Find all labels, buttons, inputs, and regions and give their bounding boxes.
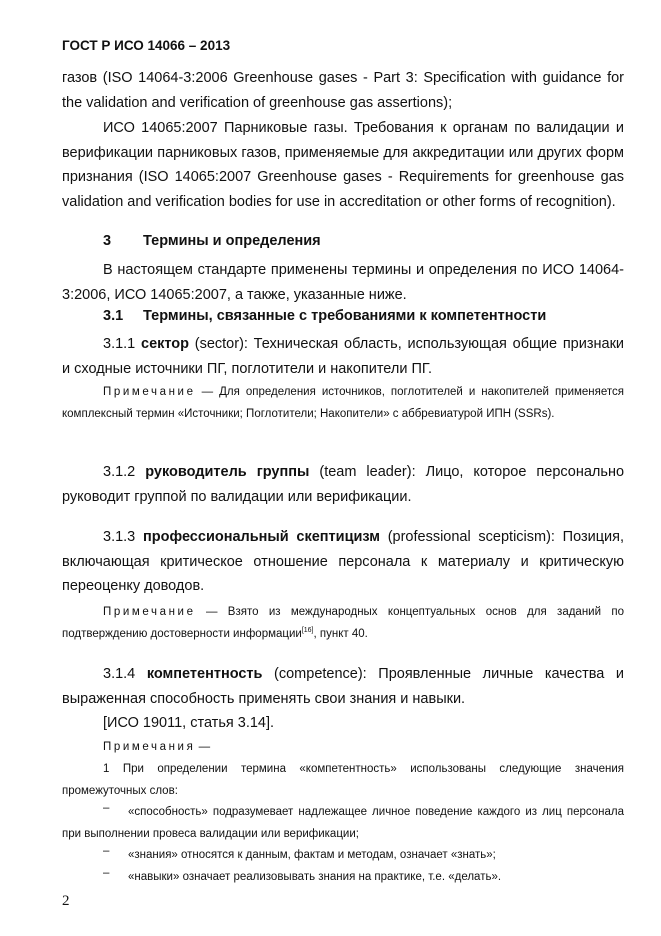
note-3-1-1 (62, 382, 624, 425)
term-name: сектор (141, 336, 190, 352)
term-number: 3.1.1 (103, 336, 136, 352)
bullet-dash: – (103, 802, 110, 814)
term-definition: (competence): Проявленные личные качества и выраженная способность применять свои знания и навыки. (62, 666, 625, 707)
bullet-item-skills: «навыки» означает реализовывать знания на практике, т.е. «делать». (128, 871, 502, 883)
paragraph-terms-intro: В настоящем стандарте применены термины и определения по ИСО 14064-3:2006, ИСО 14065:2007, а также, указанные ниже. (62, 262, 624, 303)
term-definition: (sector): Техническая область, использующая общие признаки и сходные источники ПГ, поглотители и накопители ПГ. (62, 336, 625, 377)
term-3-1-2 (62, 460, 624, 509)
term-3-1-1 (62, 332, 624, 381)
note-label: Примечание (103, 386, 196, 398)
bullet-item-ability: «способность» подразумевает надлежащее личное поведение каждого из лиц персонала при выполнении провеса валидации или верификации; (62, 806, 624, 840)
term-definition: (professional scepticism): Позиция, включающая критическое отношение персонала к материалу и критическую переоценку доводов. (62, 529, 625, 594)
term-3-1-4 (62, 662, 624, 711)
paragraph-iso14065: ИСО 14065:2007 Парниковые газы. Требования к органам по валидации и верификации парниковых газов, применяемые для аккредитации или других форм признания (ISO 14065:2007 Greenhouse gases - Requirements for greenhouse gas validation and verification bodies for use in accreditation or other forms of recognition). (62, 120, 624, 210)
source-reference: [ИСО 19011, статья 3.14]. (103, 715, 275, 731)
term-number: 3.1.4 (103, 666, 136, 682)
note-text: — Для определения источников, поглотителей и накопителей применяется комплексный термин «Источники; Поглотители; Накопители» с аббревиатурой ИПН (SSRs). (62, 386, 624, 420)
term-number: 3.1.2 (103, 464, 136, 480)
term-name: компетентность (146, 666, 263, 682)
section-3-1-number: 3.1 (103, 308, 124, 324)
note-text: — Взято из международных концептуальных основ для заданий по подтверждению достоверности информации (62, 606, 624, 640)
paragraph-iso14064: газов (ISO 14064-3:2006 Greenhouse gases - Part 3: Specification with guidance for the validation and verification of greenhouse gas assertions); (62, 70, 624, 111)
section-3-title: Термины и определения (143, 233, 321, 249)
notes-heading (62, 737, 624, 759)
bullet-dash: – (103, 845, 110, 857)
reference-marker: [16] (301, 626, 314, 634)
term-number: 3.1.3 (103, 529, 136, 545)
term-definition: (team leader): Лицо, которое персонально руководит группой по валидации или верификации. (62, 464, 625, 505)
term-name: руководитель группы (145, 464, 310, 480)
note-text-end: , пункт 40. (313, 627, 368, 640)
note-label: Примечание (103, 606, 196, 618)
page-number: 2 (62, 893, 70, 909)
section-3-1-title: Термины, связанные с требованиями к компетентности (143, 308, 547, 324)
bullet-item-knowledge: «знания» относятся к данным, фактам и методам, означает «знать»; (128, 849, 496, 861)
section-3-number: 3 (103, 233, 112, 249)
notes-label: Примечания (103, 741, 196, 753)
term-name: профессиональный скептицизм (142, 529, 380, 545)
bullet-dash: – (103, 867, 110, 879)
note-3-1-3 (62, 602, 624, 645)
note-item-1: 1 При определении термина «компетентность» использованы следующие значения промежуточных слов: (62, 763, 624, 797)
document-header: ГОСТ Р ИСО 14066 – 2013 (62, 38, 231, 53)
notes-dash: — (198, 741, 211, 753)
term-3-1-3 (62, 525, 624, 599)
